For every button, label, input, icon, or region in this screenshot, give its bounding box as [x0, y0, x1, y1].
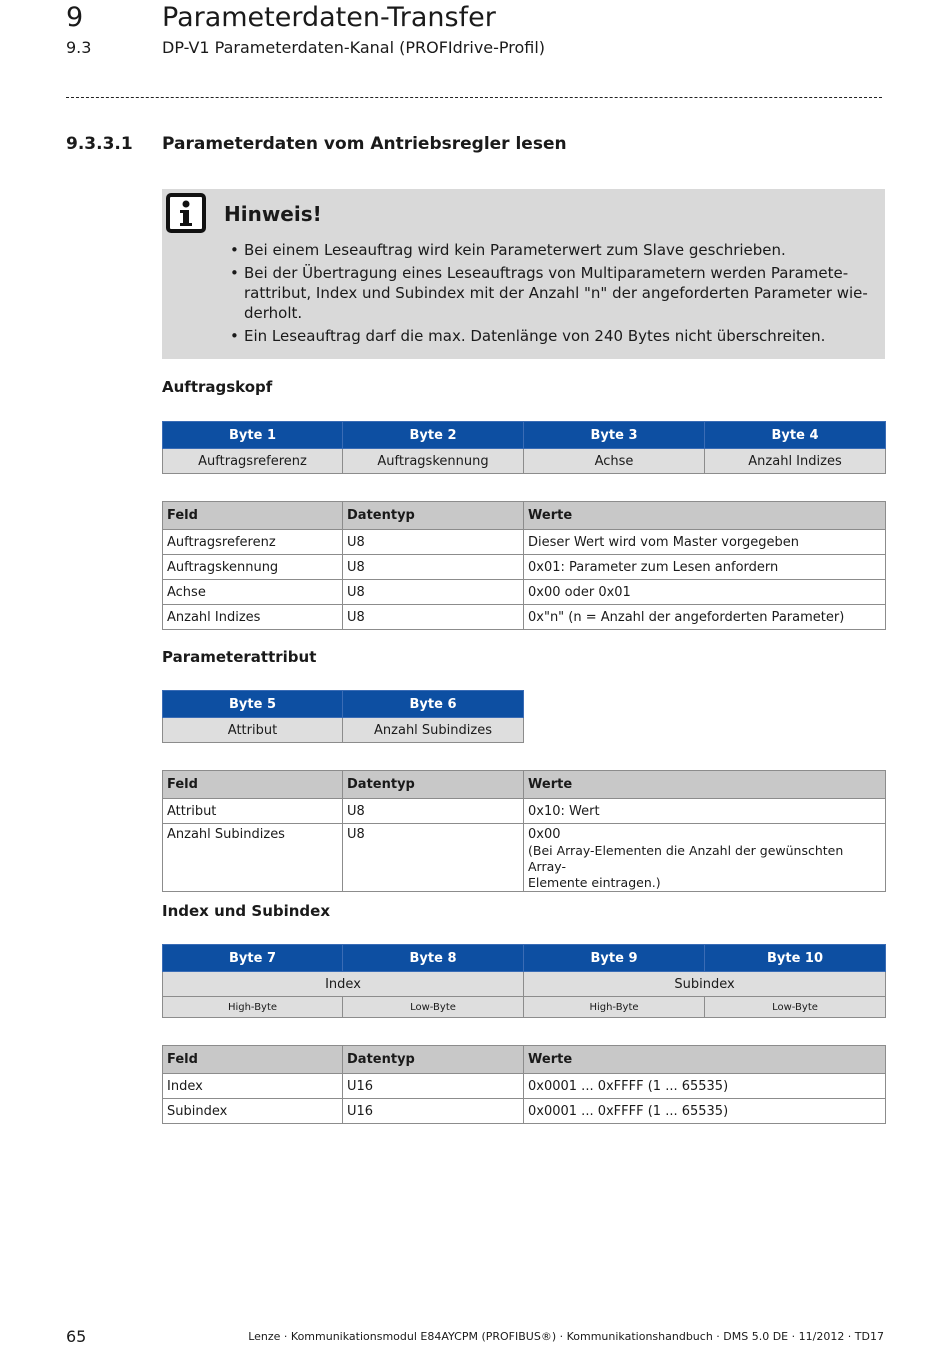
byte-part: High-Byte	[163, 997, 343, 1018]
byte-header: Byte 2	[343, 422, 524, 449]
byte-group: Subindex	[524, 972, 886, 997]
table-row	[163, 824, 886, 892]
cell-datentyp: U8	[343, 530, 524, 555]
column-header: Feld	[163, 771, 343, 799]
column-header: Werte	[524, 771, 886, 799]
table-row	[163, 799, 886, 824]
cell-werte: Dieser Wert wird vom Master vorgegeben	[524, 530, 886, 555]
byte-header: Byte 6	[343, 691, 524, 718]
byte-part: Low-Byte	[343, 997, 524, 1018]
heading-index-subindex: Index und Subindex	[162, 902, 331, 920]
byte-name: Auftragskennung	[343, 449, 524, 474]
byte-header: Byte 8	[343, 945, 524, 972]
byte-header: Byte 5	[163, 691, 343, 718]
byte-name: Attribut	[163, 718, 343, 743]
byte-header: Byte 10	[705, 945, 886, 972]
byte-name: Auftragsreferenz	[163, 449, 343, 474]
byte-group: Index	[163, 972, 524, 997]
byte-table-auftragskopf	[162, 421, 886, 474]
cell-datentyp: U8	[343, 799, 524, 824]
byte-table-parameterattribut	[162, 690, 524, 743]
byte-name: Anzahl Subindizes	[343, 718, 524, 743]
byte-header: Byte 1	[163, 422, 343, 449]
cell-datentyp: U8	[343, 555, 524, 580]
cell-werte	[524, 824, 886, 892]
heading-parameterattribut: Parameterattribut	[162, 648, 317, 666]
cell-datentyp: U16	[343, 1074, 524, 1099]
subsection-title: Parameterdaten vom Antriebsregler lesen	[162, 134, 567, 154]
byte-part: High-Byte	[524, 997, 705, 1018]
column-header: Datentyp	[343, 771, 524, 799]
column-header: Datentyp	[343, 1046, 524, 1074]
column-header: Werte	[524, 502, 886, 530]
table-row	[163, 580, 886, 605]
cell-datentyp: U8	[343, 605, 524, 630]
subsection-number: 9.3.3.1	[66, 134, 133, 154]
column-header: Feld	[163, 1046, 343, 1074]
byte-header: Byte 9	[524, 945, 705, 972]
byte-header: Byte 3	[524, 422, 705, 449]
footer-text: Lenze · Kommunikationsmodul E84AYCPM (PROFIBUS®) · Kommunikationshandbuch · DMS 5.0 DE · 11/2012 · TD17	[248, 1330, 884, 1343]
note-bullet: • Ein Leseauftrag darf die max. Datenlänge von 240 Bytes nicht überschreiten.	[228, 326, 868, 346]
byte-name: Anzahl Indizes	[705, 449, 886, 474]
cell-datentyp: U16	[343, 1099, 524, 1124]
field-table-index	[162, 1045, 886, 1124]
cell-feld: Achse	[163, 580, 343, 605]
info-icon	[166, 193, 206, 233]
section-number: 9.3	[66, 38, 92, 57]
field-table-parameterattribut	[162, 770, 886, 892]
cell-werte: 0x0001 ... 0xFFFF (1 ... 65535)	[524, 1074, 886, 1099]
table-row	[163, 530, 886, 555]
column-header: Feld	[163, 502, 343, 530]
byte-part: Low-Byte	[705, 997, 886, 1018]
byte-name: Achse	[524, 449, 705, 474]
section-title: DP-V1 Parameterdaten-Kanal (PROFIdrive-Profil)	[162, 38, 546, 57]
field-table-auftragskopf	[162, 501, 886, 630]
werte-note: Elemente eintragen.)	[528, 875, 661, 890]
werte-value: 0x00	[528, 827, 561, 842]
cell-werte: 0x10: Wert	[524, 799, 886, 824]
cell-feld: Subindex	[163, 1099, 343, 1124]
cell-werte: 0x00 oder 0x01	[524, 580, 886, 605]
werte-note: (Bei Array-Elementen die Anzahl der gewünschten Array-	[528, 843, 844, 874]
cell-werte: 0x01: Parameter zum Lesen anfordern	[524, 555, 886, 580]
table-row	[163, 555, 886, 580]
chapter-number: 9	[66, 2, 84, 33]
byte-header: Byte 7	[163, 945, 343, 972]
page-number: 65	[66, 1327, 87, 1346]
table-row	[163, 605, 886, 630]
cell-feld: Auftragsreferenz	[163, 530, 343, 555]
note-bullet: • Bei einem Leseauftrag wird kein Parameterwert zum Slave geschrieben.	[228, 240, 868, 260]
heading-auftragskopf: Auftragskopf	[162, 378, 273, 396]
cell-feld: Index	[163, 1074, 343, 1099]
column-header: Datentyp	[343, 502, 524, 530]
cell-feld: Anzahl Indizes	[163, 605, 343, 630]
cell-datentyp: U8	[343, 580, 524, 605]
note-bullet: • Bei der Übertragung eines Leseauftrags von Multiparametern werden Paramete-rattribut, Index und Subindex mit der Anzahl "n" der angeforderten Parameter wie-derholt.	[228, 263, 868, 323]
cell-feld: Anzahl Subindizes	[163, 824, 343, 892]
byte-table-index	[162, 944, 886, 1018]
cell-feld: Attribut	[163, 799, 343, 824]
table-row	[163, 1074, 886, 1099]
cell-datentyp: U8	[343, 824, 524, 892]
cell-werte: 0x0001 ... 0xFFFF (1 ... 65535)	[524, 1099, 886, 1124]
table-row	[163, 1099, 886, 1124]
chapter-title: Parameterdaten-Transfer	[162, 2, 496, 33]
header-divider	[66, 97, 882, 98]
note-title: Hinweis!	[224, 202, 322, 226]
note-box	[162, 189, 885, 359]
column-header: Werte	[524, 1046, 886, 1074]
note-list	[228, 240, 868, 349]
byte-header: Byte 4	[705, 422, 886, 449]
cell-werte: 0x"n" (n = Anzahl der angeforderten Parameter)	[524, 605, 886, 630]
cell-feld: Auftragskennung	[163, 555, 343, 580]
